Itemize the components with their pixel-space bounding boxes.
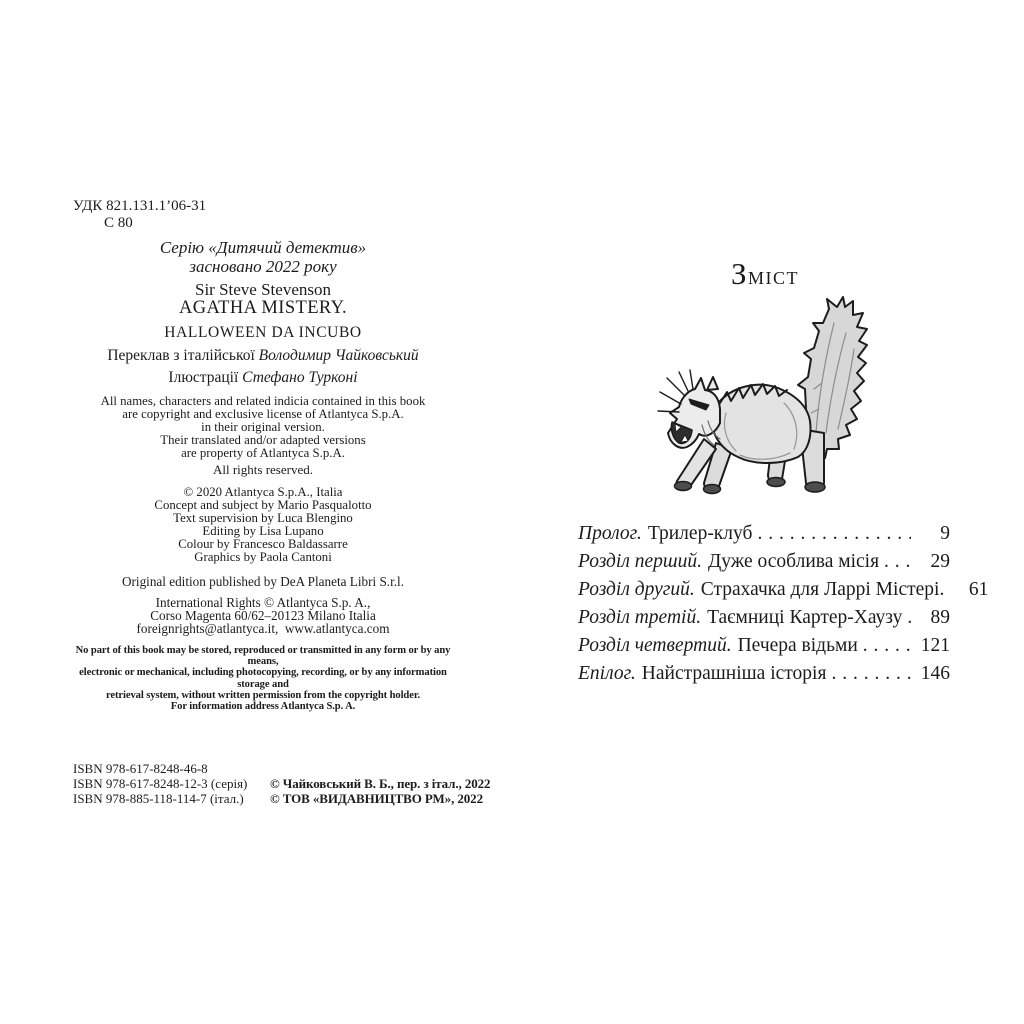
toc-entry	[578, 523, 950, 551]
udk-block	[73, 198, 206, 232]
intl-rights-line: foreignrights@atlantyca.it, www.atlantyca.com	[136, 620, 390, 636]
author-name: Sir Steve Stevenson	[195, 280, 331, 299]
toc-entry	[578, 579, 989, 607]
legal-line: electronic or mechanical, including photocopying, recording, or by any information storage and	[79, 667, 450, 690]
isbn-line: ISBN 978-617-8248-12-3 (серія)	[73, 776, 248, 791]
contents-heading: Зміст	[730, 256, 800, 291]
intl-rights-line: International Rights © Atlantyca S.p. A.,	[155, 595, 371, 610]
toc-entry-label: Пролог.	[578, 523, 642, 544]
credit-line: Text supervision by Luca Blengino	[173, 510, 353, 525]
intl-rights-line: Corso Magenta 60/62–20123 Milano Italia	[150, 607, 376, 623]
rights-line: All names, characters and related indicia contained in this book	[100, 394, 426, 408]
toc-entry-page: 61	[968, 579, 989, 600]
copyright-line: © ТОВ «ВИДАВНИЦТВО РМ», 2022	[270, 791, 483, 806]
toc-entry-label: Розділ четвертий.	[578, 635, 732, 656]
isbn-line: ISBN 978-885-118-114-7 (італ.)	[73, 791, 244, 806]
series-note-line: засновано 2022 року	[189, 257, 337, 276]
rights-line: Their translated and/or adapted versions	[160, 432, 366, 447]
toc-entry-page: 121	[920, 635, 950, 656]
book-title: AGATHA MISTERY.	[178, 298, 348, 318]
udk-author-code: С 80	[104, 215, 133, 231]
toc-entry	[578, 551, 950, 579]
toc-entry-label: Розділ перший.	[578, 551, 702, 572]
toc-dot-leader	[863, 635, 911, 657]
toc-entry-title: Трилер-клуб	[647, 523, 753, 544]
toc-entry-label: Розділ другий.	[578, 579, 695, 600]
toc-entry-title: Дуже особлива місія	[707, 551, 880, 572]
toc-dot-leader	[884, 551, 911, 573]
illustrator-label: Ілюстрації	[168, 369, 243, 386]
toc-dot-leader	[757, 523, 911, 545]
table-of-contents	[578, 523, 989, 691]
toc-entry-title: Таємниці Картер-Хаузу	[707, 607, 903, 628]
illustrator-name: Стефано Турконі	[242, 369, 358, 386]
rights-line: in their original version.	[201, 419, 325, 434]
translator-label: Переклав з італійської	[107, 347, 259, 364]
international-rights-block	[72, 597, 454, 636]
legal-line: No part of this book may be stored, reproduced or transmitted in any form or by any means,	[75, 645, 453, 668]
legal-line: For information address Atlantyca S.p. A.	[170, 701, 356, 713]
copyright-block	[270, 776, 490, 806]
legal-notice-block	[72, 645, 454, 712]
series-note	[72, 238, 454, 276]
original-edition-line: Original edition published by DeA Planeta Libri S.r.l.	[121, 574, 405, 589]
udk-number: УДК 821.131.1’06-31	[73, 198, 207, 214]
all-rights-reserved: All rights reserved.	[212, 462, 313, 477]
credit-line: Graphics by Paola Cantoni	[194, 549, 332, 564]
credit-line: Editing by Lisa Lupano	[202, 523, 324, 538]
book-subtitle: HALLOWEEN DA INCUBO	[164, 324, 362, 341]
toc-dot-leader	[907, 607, 911, 629]
isbn-block	[73, 761, 247, 806]
toc-entry	[578, 635, 950, 663]
credit-line: Colour by Francesco Baldassarre	[178, 536, 348, 551]
toc-entry	[578, 663, 950, 691]
scared-cat-svg	[656, 292, 870, 504]
credit-line: © 2020 Atlantyca S.p.A., Italia	[183, 485, 343, 499]
toc-entry	[578, 607, 950, 635]
toc-dot-leader	[831, 663, 911, 685]
rights-line: are property of Atlantyca S.p.A.	[181, 445, 345, 460]
scared-cat-illustration	[656, 292, 870, 504]
toc-entry-label: Розділ третій.	[578, 607, 702, 628]
copyright-line: © Чайковський В. Б., пер. з італ., 2022	[270, 776, 491, 791]
rights-line: are copyright and exclusive license of Atlantyca S.p.A.	[122, 406, 404, 421]
credits-block	[72, 486, 454, 563]
translator-line	[72, 347, 454, 365]
toc-entry-page: 29	[930, 551, 950, 572]
series-note-line: Серію «Дитячий детектив»	[159, 238, 367, 257]
title-block	[72, 281, 454, 317]
credit-line: Concept and subject by Mario Pasqualotto	[154, 497, 372, 512]
translator-name: Володимир Чайковський	[258, 347, 419, 364]
toc-entry-title: Печера відьми	[737, 635, 858, 656]
toc-entry-page: 89	[930, 607, 950, 628]
toc-entry-label: Епілог.	[578, 663, 636, 684]
legal-line: retrieval system, without written permission from the copyright holder.	[105, 689, 420, 701]
toc-entry-title: Найстрашніша історія	[641, 663, 827, 684]
isbn-line: ISBN 978-617-8248-46-8	[73, 761, 208, 776]
toc-entry-title: Страхачка для Ларрі Містері.	[700, 579, 945, 600]
toc-entry-page: 9	[940, 523, 950, 544]
toc-entry-page: 146	[920, 663, 950, 684]
rights-notice	[72, 395, 454, 460]
illustrator-line	[72, 369, 454, 387]
